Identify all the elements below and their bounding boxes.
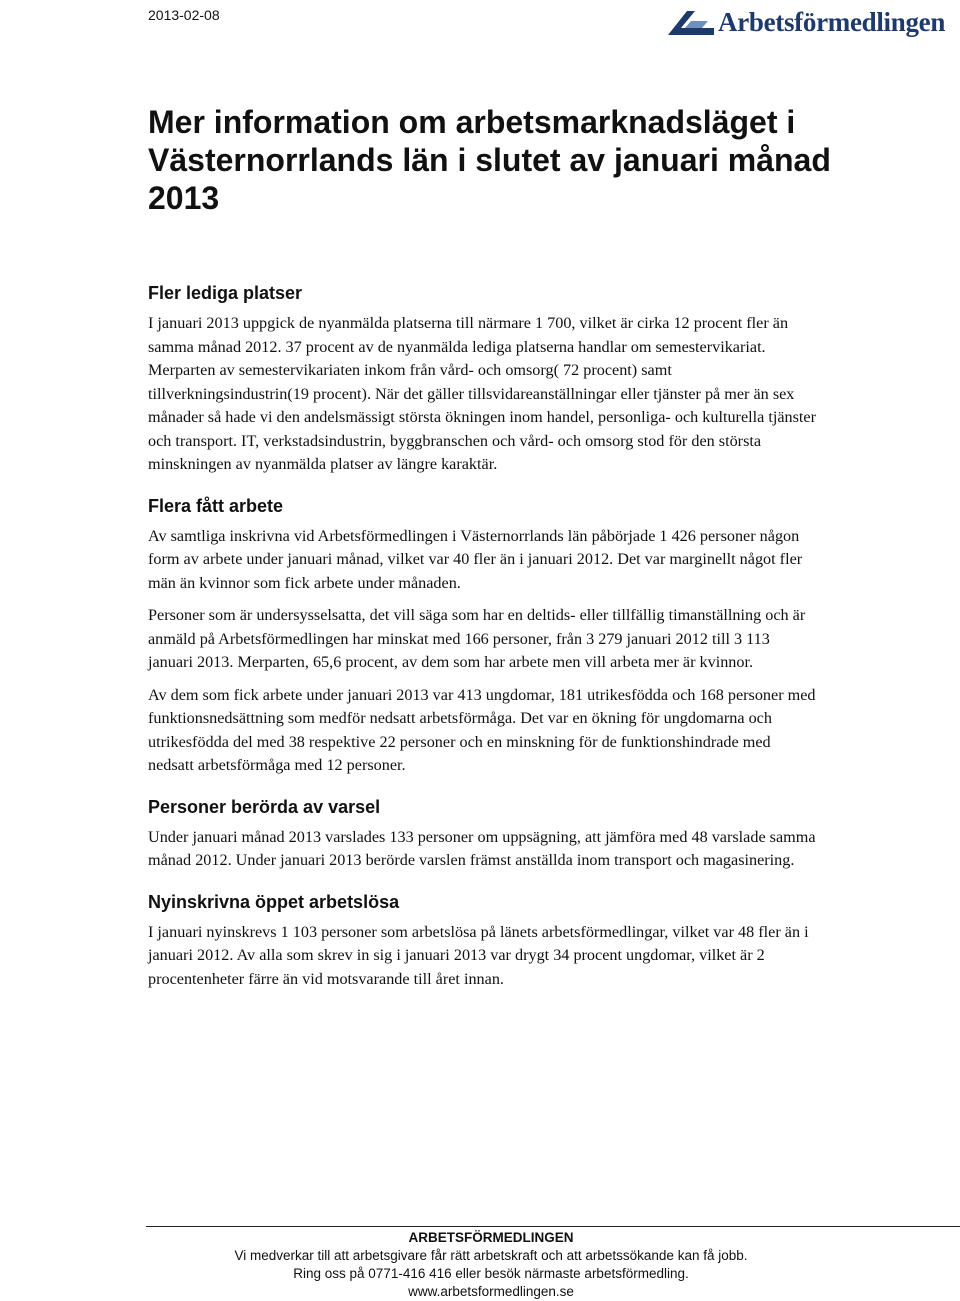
document-body bbox=[148, 282, 816, 1009]
paragraph: I januari 2013 uppgick de nyanmälda platserna till närmare 1 700, vilket är cirka 12 procent fler än samma månad 2012. 37 procent av de nyanmälda lediga platserna handlar om semestervikariat. Merparten av semestervikariaten inkom från vård- och omsorg( 72 procent) samt tillverkningsindustrin(19 procent). När det gäller tillsvidareanställningar eller tjänster på mer än sex månader så hade vi den andelsmässigt största ökningen inom handel, personliga- och kulturella tjänster och transport. IT, verkstadsindustrin, byggbranschen och vård- och omsorg stod för den största minskningen av nyanmälda platser av längre karaktär. bbox=[148, 314, 817, 473]
section-nyinskrivna-oppet-arbetslosa bbox=[148, 891, 816, 992]
section-flera-fatt-arbete bbox=[148, 495, 816, 778]
paragraph: Under januari månad 2013 varslades 133 personer om uppsägning, att jämföra med 48 varslade samma månad 2012. Under januari 2013 berörde varslen främst anställda inom transport och magasinering. bbox=[148, 827, 816, 869]
section-heading: Flera fått arbete bbox=[148, 495, 284, 516]
section-heading: Fler lediga platser bbox=[148, 283, 303, 303]
arbetsformedlingen-logo-icon bbox=[668, 9, 714, 35]
section-heading: Personer berörda av varsel bbox=[148, 796, 381, 817]
footer-tagline: Vi medverkar till att arbetsgivare får rätt arbetskraft och att arbetssökande kan få jobb. bbox=[234, 1248, 748, 1263]
paragraph: Personer som är undersysselsatta, det vill säga som har en deltids- eller tillfällig timanställning och är anmäld på Arbetsförmedlingen har minskat med 166 personer, från 3 279 januari 2012 till 3 113 januari 2013. Merparten, 65,6 procent, av dem som har arbete men vill arbeta mer är kvinnor. bbox=[148, 606, 806, 671]
page-title: Mer information om arbetsmarknadsläget i Västernorrlands län i slutet av januari månad 2013 bbox=[148, 104, 831, 216]
footer-divider bbox=[146, 1226, 960, 1227]
paragraph: Av samtliga inskrivna vid Arbetsförmedlingen i Västernorrlands län påbörjade 1 426 personer någon form av arbete under januari månad, vilket var 40 fler än i januari 2012. Det var marginellt något fler män än kvinnor som fick arbete under månaden. bbox=[148, 526, 803, 592]
footer-website-link[interactable]: www.arbetsformedlingen.se bbox=[408, 1284, 574, 1299]
document-date: 2013-02-08 bbox=[148, 7, 220, 23]
page-footer bbox=[146, 1229, 836, 1301]
footer-org-name: ARBETSFÖRMEDLINGEN bbox=[408, 1230, 574, 1245]
paragraph: Av dem som fick arbete under januari 2013 var 413 ungdomar, 181 utrikesfödda och 168 personer med funktionsnedsättning som medför nedsatt arbetsförmåga. Det var en ökning för ungdomarna och utrikesfödda del med 38 respektive 22 personer och en minskning för de funktionshindrade med nedsatt arbetsförmåga med 12 personer. bbox=[148, 685, 816, 774]
footer-contact: Ring oss på 0771-416 416 eller besök närmaste arbetsförmedling. bbox=[293, 1266, 689, 1281]
section-personer-berorda-av-varsel bbox=[148, 796, 816, 873]
logo-text: Arbetsförmedlingen bbox=[718, 6, 946, 37]
section-fler-lediga-platser bbox=[148, 282, 816, 477]
paragraph: I januari nyinskrevs 1 103 personer som arbetslösa på länets arbetsförmedlingar, vilket var 48 fler än i januari 2012. Av alla som skrev in sig i januari 2013 var drygt 34 procent ungdomar, vilket är 2 procentenheter färre än vid motsvarande till året innan. bbox=[148, 922, 809, 988]
arbetsformedlingen-logo bbox=[668, 2, 945, 42]
section-heading: Nyinskrivna öppet arbetslösa bbox=[148, 891, 400, 912]
